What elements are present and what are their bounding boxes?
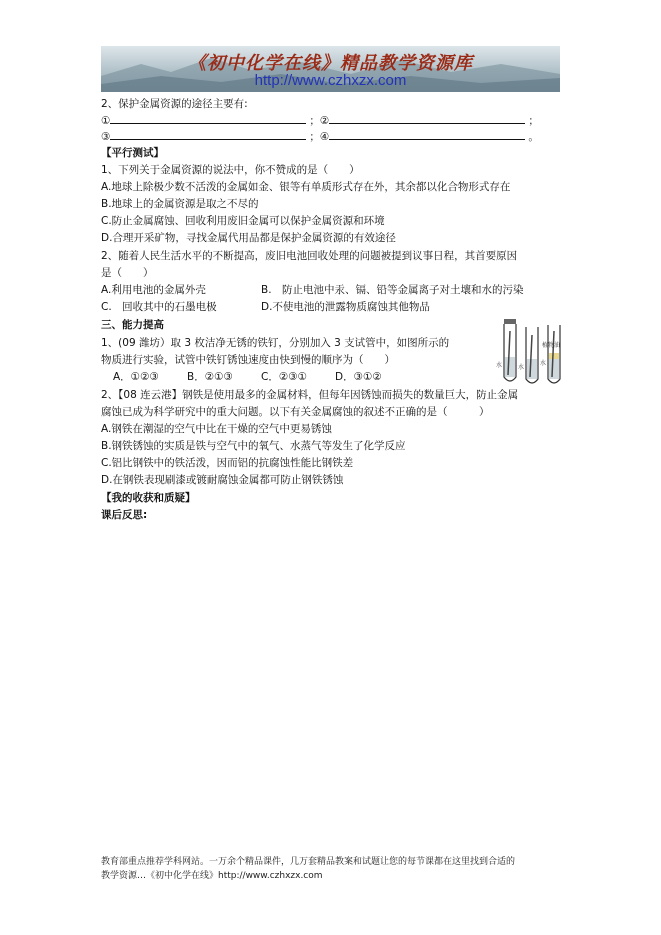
blank-row-2: ③ ；④ 。 [101,131,539,143]
a2-stem-line2: 腐蚀已成为科学研究中的重大问题。以下有关金属腐蚀的叙述不正确的是（ ） [101,406,490,418]
p2-options-row2 [101,300,430,314]
a2-stem-line1: 2、【08 连云港】钢铁是使用最多的金属材料，但每年因锈蚀而损失的数量巨大，防止金属 [101,389,519,401]
a2-option-b[interactable]: B.钢铁锈蚀的实质是铁与空气中的氧气、水蒸气等发生了化学反应 [101,440,406,452]
p1-option-d[interactable]: D.合理开采矿物，寻找金属代用品都是保护金属资源的有效途径 [101,232,396,244]
section-ability: 三、能力提高 [101,319,164,331]
p2-option-b[interactable]: B. 防止电池中汞、镉、铅等金属离子对土壤和水的污染 [261,284,524,296]
marker-4: ④ [319,131,330,143]
a1-option-d[interactable]: D．③①② [335,371,382,383]
a2-option-a[interactable]: A.钢铁在潮湿的空气中比在干燥的空气中更易锈蚀 [101,423,332,435]
reflection-heading: 课后反思: [101,509,148,521]
banner-url[interactable]: http://www.czhxzx.com [254,72,407,89]
a1-option-c[interactable]: C．②③① [261,371,308,383]
page-footer [101,855,561,883]
answer-blank-2[interactable] [329,113,525,124]
answer-blank-3[interactable] [110,129,306,140]
header-banner [101,46,560,92]
a1-stem-line2: 物质进行实验，试管中铁钉锈蚀速度由快到慢的顺序为（ ） [101,354,395,366]
section-harvest: 【我的收获和质疑】 [101,492,196,504]
water-label-2: 水 [518,364,525,371]
a2-option-d[interactable]: D.在钢铁表现刷漆或镀耐腐蚀金属都可防止钢铁锈蚀 [101,474,344,486]
p1-option-c[interactable]: C.防止金属腐蚀、回收利用废旧金属可以保护金属资源和环境 [101,215,385,227]
footer-line-2[interactable]: 教学资源…《初中化学在线》http://www.czhxzx.com [101,871,323,881]
p1-option-b[interactable]: B.地球上的金属资源是取之不尽的 [101,198,259,210]
a1-options-row [113,370,382,384]
test-tube-apparatus-figure [480,317,568,389]
a1-stem-line1: 1、(09 潍坊）取 3 枚洁净无锈的铁钉，分别加入 3 支试管中，如图所示的 [101,337,450,349]
blank-row-1: ① ；② ； [101,115,539,127]
water-label-3: 水 [540,360,547,367]
protect-question-stem: 2、保护金属资源的途径主要有: [101,98,248,110]
stopper-1 [504,319,516,324]
p2-option-d[interactable]: D.不使电池的泄露物质腐蚀其他物品 [261,301,430,313]
answer-blank-4[interactable] [329,129,525,140]
section-parallel-test: 【平行测试】 [101,147,164,159]
p2-stem-line1: 2、随着人民生活水平的不断提高，废旧电池回收处理的问题被提到议事日程，其首要原因 [101,250,518,262]
a1-option-a[interactable]: A．①②③ [113,371,159,383]
p2-options-row1 [101,283,524,297]
p1-option-a[interactable]: A.地球上除极少数不活泼的金属如金、银等有单质形式存在外，其余都以化合物形式存在 [101,181,511,193]
answer-blank-1[interactable] [110,113,306,124]
oil-label: 植物油 [542,342,561,349]
a2-option-c[interactable]: C.铝比钢铁中的铁活泼，因而铝的抗腐蚀性能比钢铁差 [101,457,354,469]
water-label-1: 水 [496,362,503,369]
footer-line-1: 教育部重点推荐学科网站。一万余个精品课件，几万套精品教案和试题让您的每节课都在这里找到合适的 [101,857,516,867]
banner-title: 《初中化学在线》精品教学资源库 [188,53,473,74]
p2-stem-line2: 是（ ） [101,267,154,279]
p1-stem: 1、下列关于金属资源的说法中，你不赞成的是（ ） [101,164,360,176]
marker-3: ③ [101,131,111,143]
p2-option-a[interactable]: A.利用电池的金属外壳 [101,284,206,296]
marker-2: ② [319,115,330,127]
p2-option-c[interactable]: C. 回收其中的石墨电极 [101,301,217,313]
marker-1: ① [101,115,111,127]
a1-option-b[interactable]: B．②①③ [187,371,233,383]
